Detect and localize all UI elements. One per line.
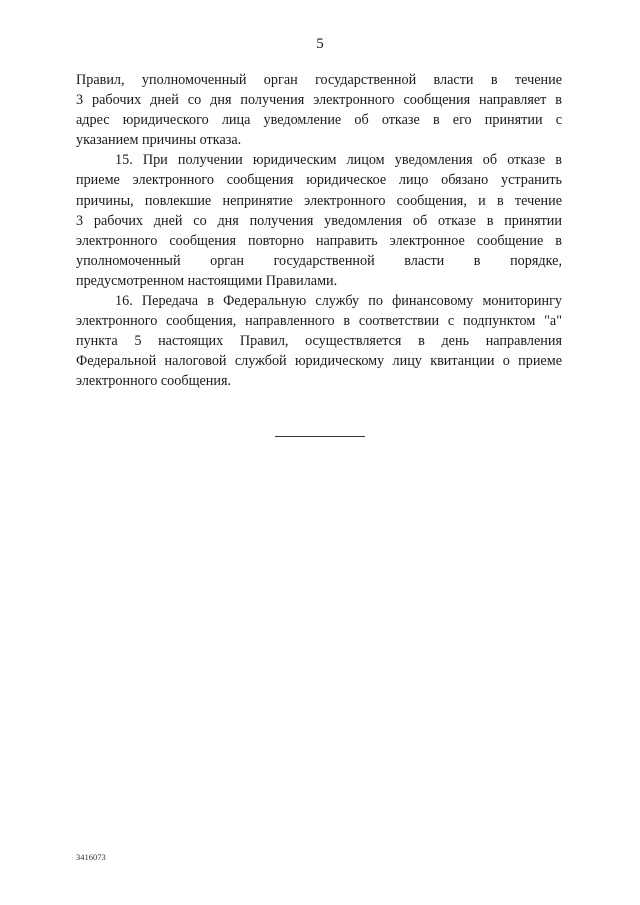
text-line: уполномоченный орган государственной власти в порядке, [76, 252, 562, 269]
text-line: электронного сообщения, направленного в соответствии с подпунктом "а" [76, 313, 562, 330]
document-body [76, 70, 562, 392]
document-code: 3416073 [76, 852, 106, 862]
paragraph-item-15 [76, 150, 562, 291]
text-line: Правил, уполномоченный орган государственной власти в течение [76, 72, 562, 88]
text-line: указанием причины отказа. [76, 132, 242, 149]
text-line: Федеральной налоговой службой юридическому лицу квитанции о приеме [76, 353, 562, 370]
text-line: приеме электронного сообщения юридическое лицо обязано устранить [76, 172, 562, 189]
page-number: 5 [316, 36, 324, 52]
text-line: причины, повлекшие непринятие электронного сообщения, и в течение [76, 192, 562, 209]
paragraph-item-16 [76, 291, 562, 391]
text-line: электронного сообщения. [76, 373, 232, 390]
text-line: адрес юридического лица уведомление об отказе в его принятии с [76, 112, 562, 129]
paragraph-continuation [76, 70, 562, 150]
text-line: электронного сообщения повторно направить электронное сообщение в [76, 232, 562, 249]
text-line: пункта 5 настоящих Правил, осуществляется в день направления [76, 333, 562, 350]
text-line: 3 рабочих дней со дня получения электронного сообщения направляет в [76, 92, 562, 109]
text-line: 16. Передача в Федеральную службу по финансовому мониторингу [115, 293, 562, 310]
text-line: 3 рабочих дней со дня получения уведомления об отказе в принятии [76, 212, 562, 229]
end-divider [275, 436, 365, 437]
text-line: 15. При получении юридическим лицом уведомления об отказе в [115, 152, 562, 169]
text-line: предусмотренном настоящими Правилами. [76, 272, 338, 289]
